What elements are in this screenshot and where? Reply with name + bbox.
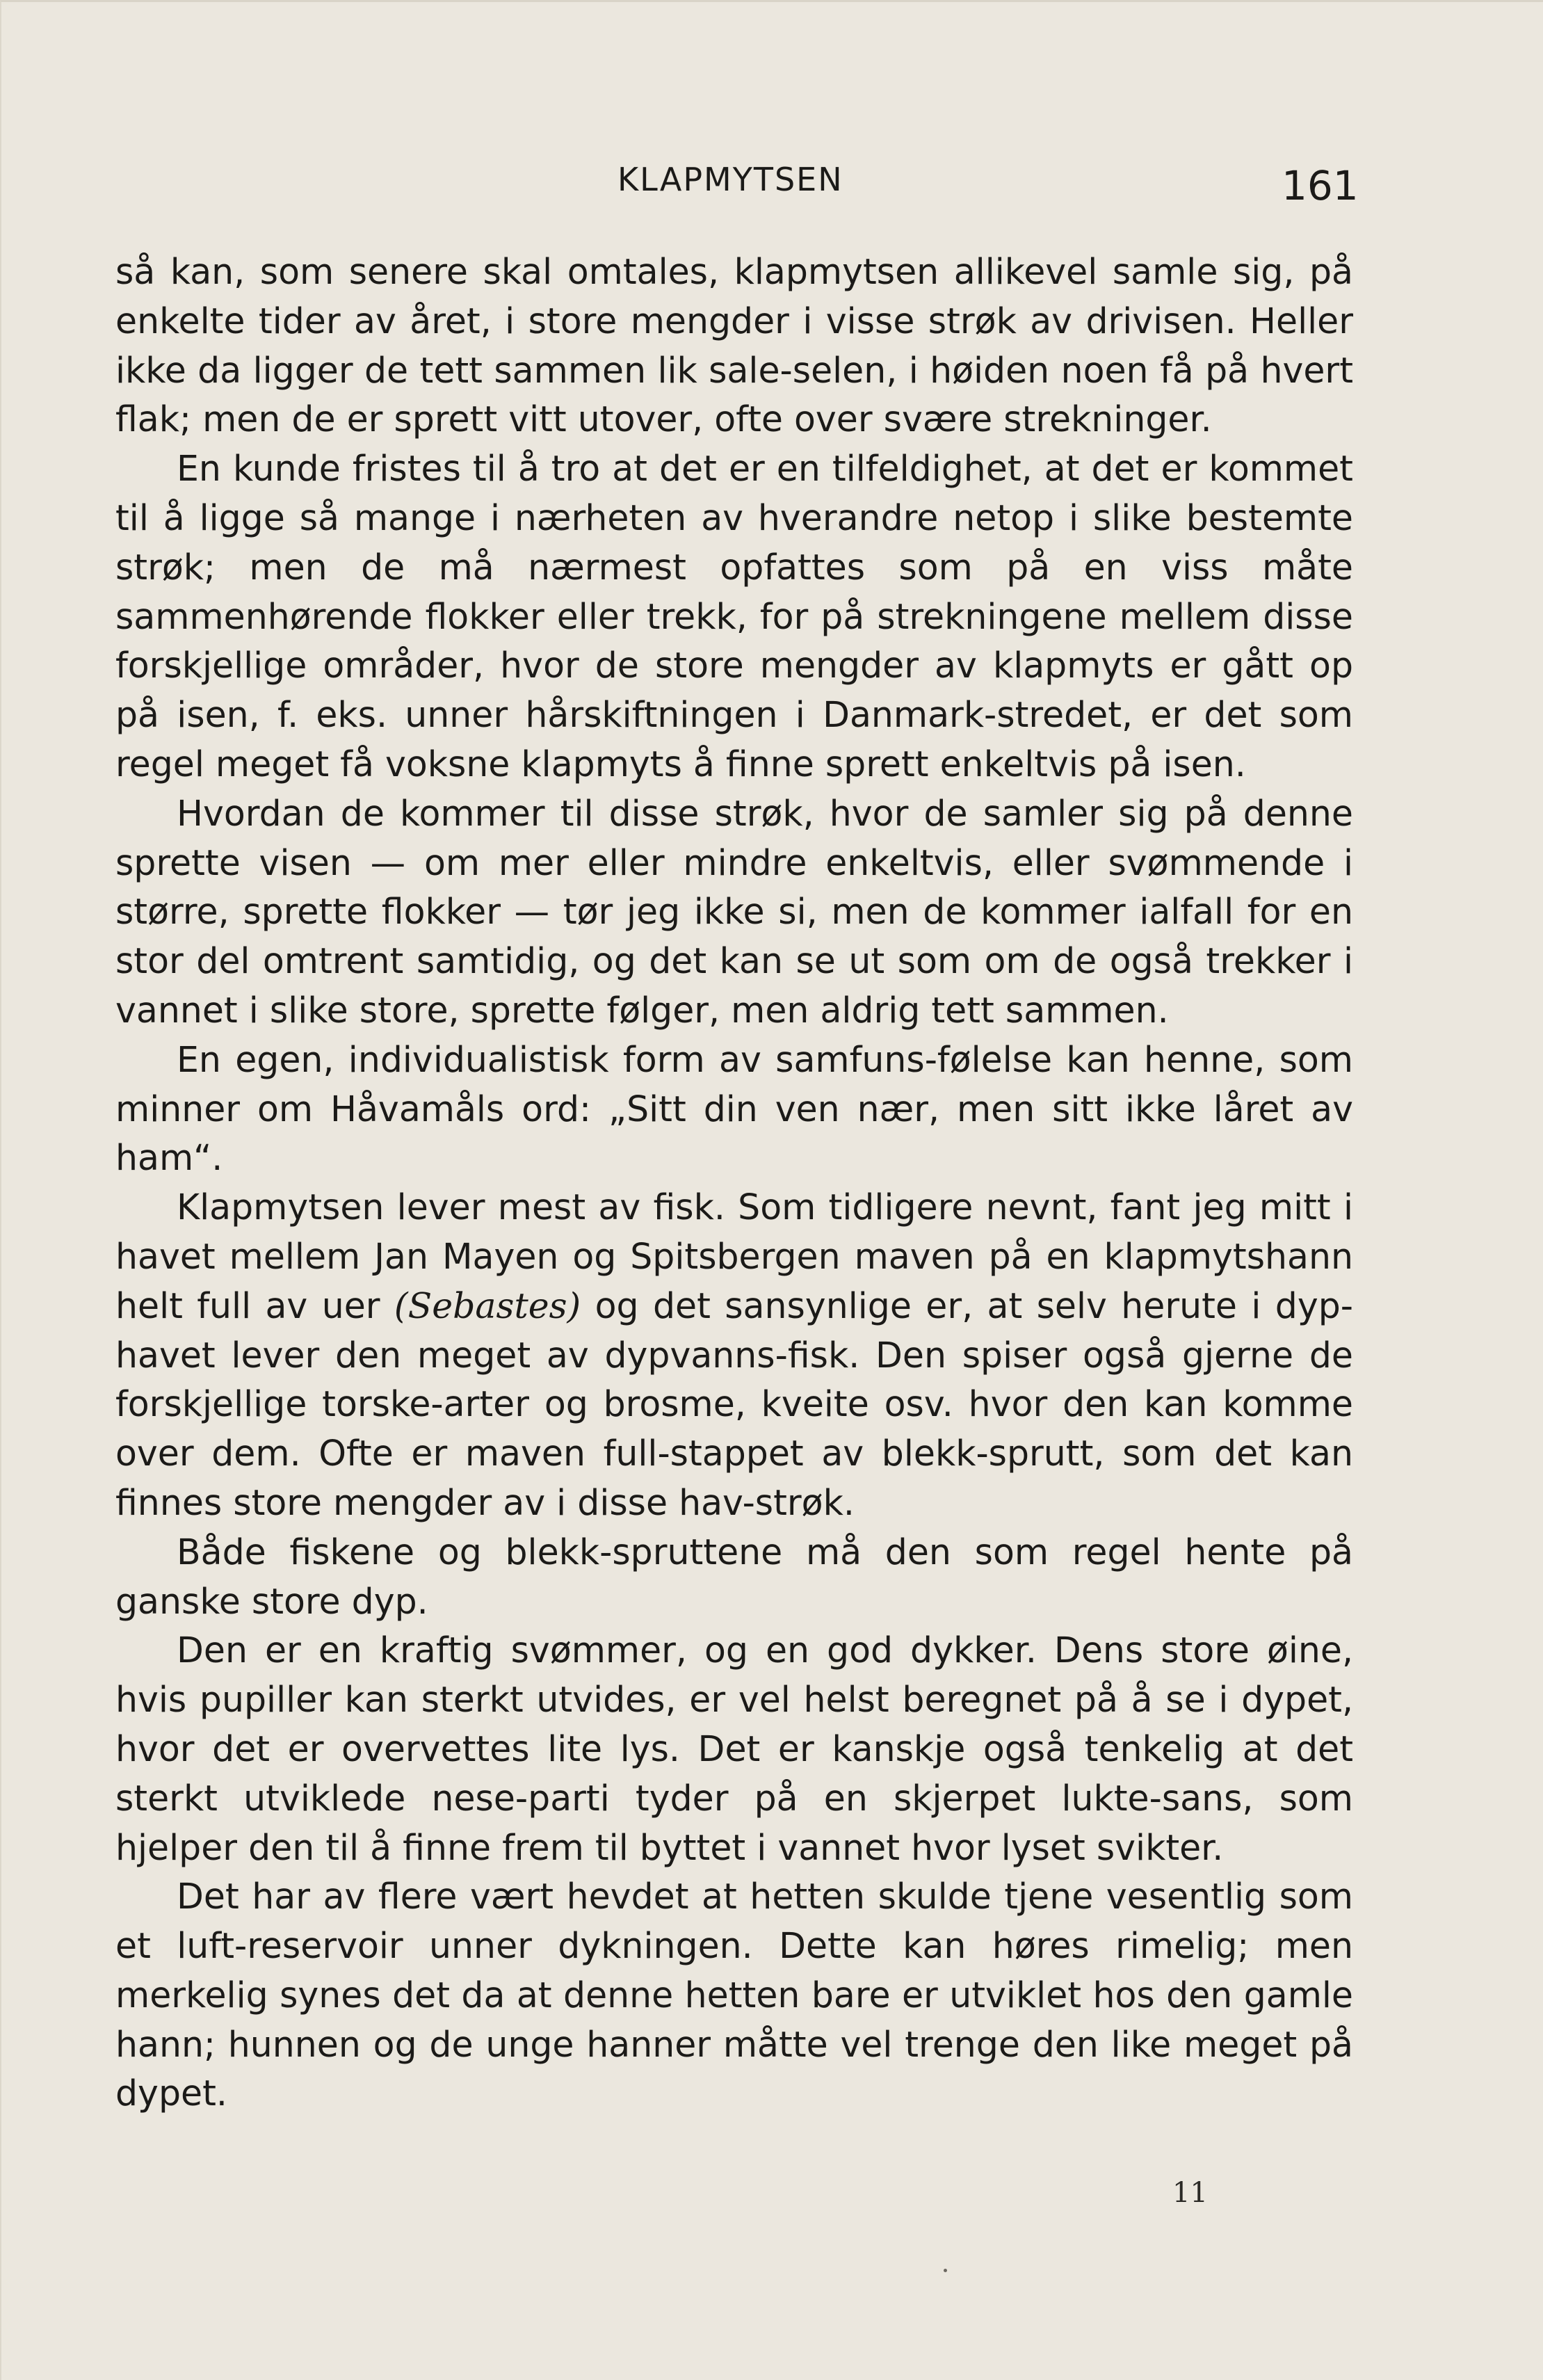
paragraph: så kan, som senere skal omtales, klapmytsen allikevel samle sig, på enkelte tider av året, i store mengder i visse strøk av drivisen. Heller ikke da ligger de tett sammen lik sale-selen, i høiden noen få på hvert flak; men de er sprett vitt utover, ofte over svære strekninger. (115, 251, 1353, 440)
paragraph: En kunde fristes til å tro at det er en tilfeldighet, at det er kommet til å ligge så mange i nærheten av hverandre netop i slike bestemte strøk; men de må nærmest opfattes som på en viss måte sammenhørende flokker eller trekk, for på strekningene mellem disse forskjellige områder, hvor de store mengder av klapmyts er gått op på isen, f. eks. unner hårskiftningen i Danmark-stredet, er det som regel meget få voksne klapmyts å finne sprett enkeltvis på isen. (115, 448, 1353, 785)
paragraph: Både fiskene og blekk-spruttene må den som regel hente på ganske store dyp. (115, 1531, 1353, 1622)
ink-speck (944, 2269, 947, 2272)
paragraph: Det har av flere vært hevdet at hetten skulde tjene vesentlig som et luft-reservoir unner dykningen. Dette kan høres rimelig; men merkelig synes det da at denne hetten bare er utviklet hos den gamle hann; hunnen og de unge hanner måtte vel trenge den like meget på dypet. (115, 1876, 1353, 2114)
paragraph (115, 1183, 1353, 1528)
page-header (0, 159, 1543, 214)
signature-mark: 11 (1172, 2177, 1208, 2209)
running-head: KLAPMYTSEN (617, 161, 843, 198)
paragraph-text: Klapmytsen lever mest av fisk. Som tidligere nevnt, fant jeg mitt i havet mellem Jan Mayen og Spitsbergen maven på en klapmytshann helt full av uer (115, 1187, 1353, 1326)
paragraph: Hvordan de kommer til disse strøk, hvor de samler sig på denne sprette visen — om mer eller mindre enkeltvis, eller svømmende i større, sprette flokker — tør jeg ikke si, men de kommer ialfall for en stor del omtrent samtidig, og det kan se ut som om de også trekker i vannet i slike store, sprette følger, men aldrig tett sammen. (115, 792, 1353, 1031)
body-text (115, 248, 1353, 2118)
page-number: 161 (1282, 162, 1359, 209)
paragraph: Den er en kraftig svømmer, og en god dykker. Dens store øine, hvis pupiller kan sterkt utvides, er vel helst beregnet på å se i dypet, hvor det er overvettes lite lys. Det er kanskje også tenkelig at det sterkt utviklede nese-parti tyder på en skjerpet lukte-sans, som hjelper den til å finne frem til byttet i vannet hvor lyset svikter. (115, 1630, 1353, 1868)
paragraph: En egen, individualistisk form av samfuns-følelse kan henne, som minner om Håvamåls ord: „Sitt din ven nær, men sitt ikke låret av ham“. (115, 1038, 1353, 1179)
paragraph-text: og det sansynlige er, at selv herute i dyp-havet lever den meget av dypvanns-fisk. Den spiser også gjerne de forskjellige torske-arter og brosme, kveite osv. hvor den kan komme over dem. Ofte er maven full-stappet av blekk-sprutt, som det kan finnes store mengder av i disse hav-strøk. (115, 1285, 1353, 1523)
species-name: (Sebastes) (394, 1285, 581, 1326)
